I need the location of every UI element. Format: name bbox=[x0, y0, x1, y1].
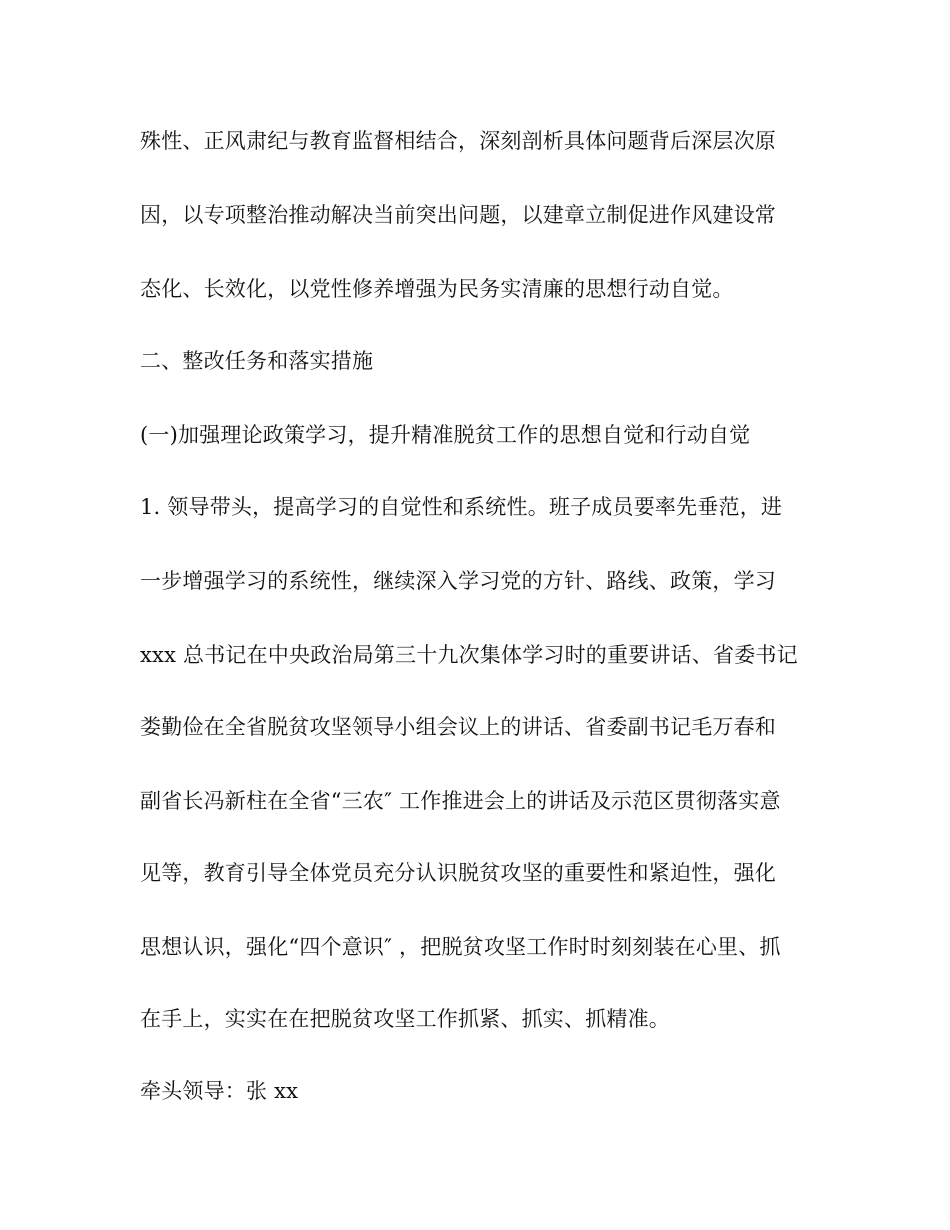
paragraph-line: 见等，教育引导全体党员充分认识脱贫攻坚的重要性和紧迫性，强化 bbox=[140, 861, 776, 885]
paragraph-line: 因，以专项整治推动解决当前突出问题，以建章立制促进作风建设常 bbox=[140, 203, 776, 227]
subsection-heading: (一)加强理论政策学习，提升精准脱贫工作的思想自觉和行动自觉 bbox=[140, 423, 751, 447]
paragraph-line: 娄勤俭在全省脱贫攻坚领导小组会议上的讲话、省委副书记毛万春和 bbox=[140, 715, 776, 739]
lead-person-line: 牵头领导：张 xx bbox=[140, 1079, 299, 1103]
section-heading: 二、整改任务和落实措施 bbox=[140, 349, 374, 373]
paragraph-line: xxx 总书记在中央政治局第三十九次集体学习时的重要讲话、省委书记 bbox=[140, 643, 798, 667]
paragraph-line: 一步增强学习的系统性，继续深入学习党的方针、路线、政策，学习 bbox=[140, 569, 776, 593]
paragraph-line: 思想认识，强化“四个意识″ ，把脱贫攻坚工作时时刻刻装在心里、抓 bbox=[140, 935, 781, 959]
paragraph-line: 在手上，实实在在把脱贫攻坚工作抓紧、抓实、抓精准。 bbox=[140, 1007, 670, 1031]
paragraph-line: 殊性、正风肃纪与教育监督相结合，深刻剖析具体问题背后深层次原 bbox=[140, 129, 776, 153]
paragraph-line: 态化、长效化，以党性修养增强为民务实清廉的思想行动自觉。 bbox=[140, 277, 734, 301]
paragraph-line: 1. 领导带头，提高学习的自觉性和系统性。班子成员要率先垂范，进 bbox=[140, 495, 783, 519]
paragraph-line: 副省长冯新柱在全省“三农″ 工作推进会上的讲话及示范区贯彻落实意 bbox=[140, 789, 781, 813]
